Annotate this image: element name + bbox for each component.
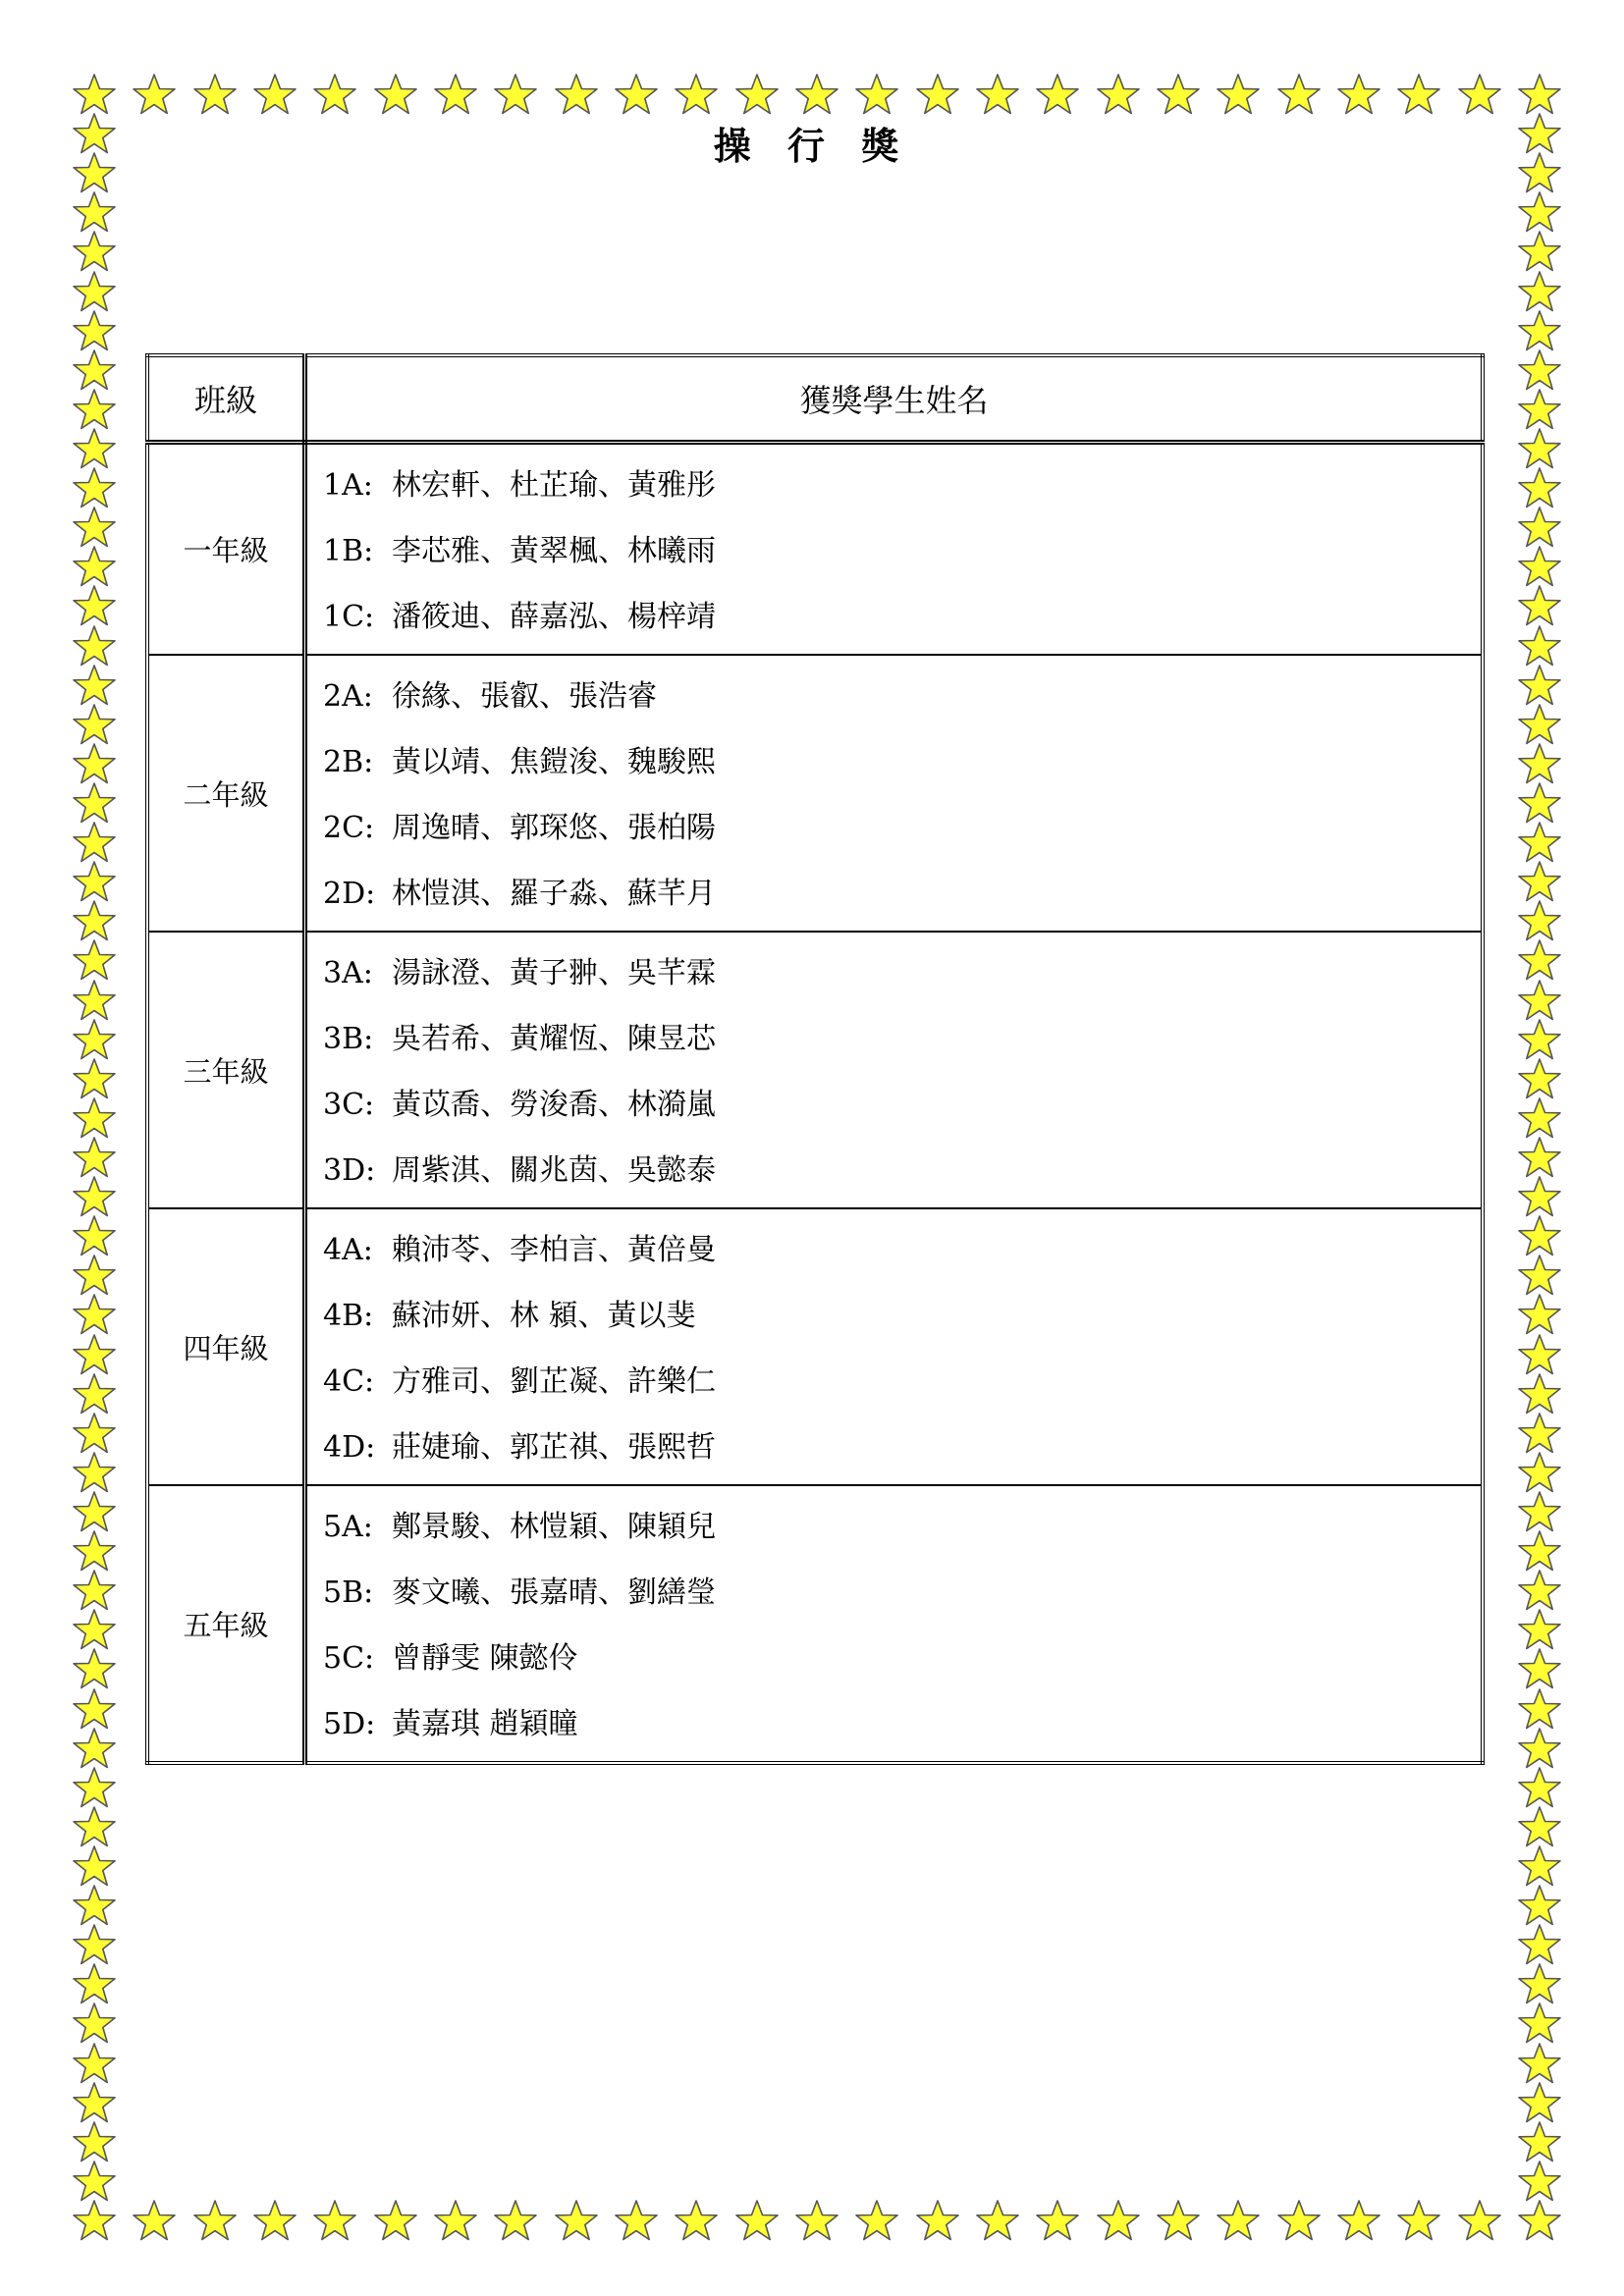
star-icon bbox=[72, 624, 117, 667]
star-icon bbox=[1396, 2199, 1441, 2242]
star-icon bbox=[72, 742, 117, 785]
star-icon bbox=[72, 1962, 117, 2005]
star-icon bbox=[1517, 1687, 1562, 1731]
star-icon bbox=[1517, 466, 1562, 509]
grade-cell: 三年級 bbox=[147, 932, 305, 1208]
star-icon bbox=[1096, 2199, 1141, 2242]
star-icon bbox=[1517, 2042, 1562, 2085]
star-icon bbox=[1035, 2199, 1080, 2242]
star-icon bbox=[72, 1923, 117, 1966]
student-names: 方雅司、劉芷凝、許樂仁 bbox=[392, 1364, 716, 1399]
star-icon bbox=[72, 1727, 117, 1770]
star-icon bbox=[1216, 2199, 1261, 2242]
class-line bbox=[307, 1691, 1481, 1757]
star-icon bbox=[72, 1136, 117, 1179]
class-code: 3A: bbox=[323, 956, 373, 990]
grade-cell: 五年級 bbox=[147, 1485, 305, 1763]
star-icon bbox=[132, 73, 177, 116]
class-line bbox=[307, 861, 1481, 927]
star-icon bbox=[72, 781, 117, 825]
star-icon bbox=[554, 73, 599, 116]
star-icon bbox=[72, 348, 117, 392]
star-icon bbox=[614, 73, 659, 116]
star-icon bbox=[1517, 1412, 1562, 1455]
class-line bbox=[307, 1138, 1481, 1203]
star-icon bbox=[72, 979, 117, 1022]
class-line bbox=[307, 1072, 1481, 1138]
star-icon bbox=[72, 1096, 117, 1140]
star-icon bbox=[493, 2199, 538, 2242]
star-icon bbox=[1517, 1057, 1562, 1100]
star-icon bbox=[72, 1057, 117, 1100]
class-line bbox=[307, 1626, 1481, 1691]
class-code: 4A: bbox=[323, 1233, 373, 1267]
document-title: 操 行 獎 bbox=[713, 124, 911, 168]
student-names: 林愷淇、羅子淼、蘇芊月 bbox=[392, 877, 716, 911]
award-table bbox=[145, 353, 1485, 1765]
star-icon bbox=[1517, 73, 1562, 116]
student-names: 周紫淇、關兆茵、吳懿泰 bbox=[392, 1153, 716, 1188]
class-code: 1A: bbox=[323, 468, 373, 503]
table-row bbox=[147, 655, 1483, 932]
student-names: 潘筱迪、薛嘉泓、楊梓靖 bbox=[392, 600, 716, 634]
class-code: 3D: bbox=[323, 1153, 376, 1188]
star-icon bbox=[1336, 2199, 1381, 2242]
star-icon bbox=[72, 1608, 117, 1651]
star-icon bbox=[72, 270, 117, 313]
class-code: 2D: bbox=[323, 877, 376, 911]
star-icon bbox=[72, 2120, 117, 2163]
star-icon bbox=[72, 1412, 117, 1455]
star-icon bbox=[72, 938, 117, 982]
star-icon bbox=[915, 73, 960, 116]
student-names: 蘇沛妍、林 潁、黃以斐 bbox=[392, 1299, 696, 1333]
class-code: 2B: bbox=[323, 745, 374, 779]
star-icon bbox=[1216, 73, 1261, 116]
star-icon bbox=[1517, 899, 1562, 942]
star-icon bbox=[1517, 664, 1562, 707]
star-icon bbox=[72, 1687, 117, 1731]
class-line bbox=[307, 1415, 1481, 1480]
star-icon bbox=[72, 703, 117, 746]
star-icon bbox=[132, 2199, 177, 2242]
star-icon bbox=[1517, 388, 1562, 431]
student-names: 莊婕瑜、郭芷祺、張熙哲 bbox=[392, 1430, 716, 1465]
student-names: 賴沛苓、李柏言、黃倍曼 bbox=[392, 1233, 716, 1267]
names-cell bbox=[305, 932, 1484, 1208]
star-icon bbox=[1517, 2081, 1562, 2124]
class-line bbox=[307, 729, 1481, 795]
star-icon bbox=[72, 1254, 117, 1297]
star-icon bbox=[854, 2199, 899, 2242]
star-icon bbox=[1517, 2002, 1562, 2045]
student-names: 林宏軒、杜芷瑜、黃雅彤 bbox=[392, 468, 716, 503]
star-icon bbox=[72, 1766, 117, 1809]
star-icon bbox=[794, 2199, 839, 2242]
class-code: 4D: bbox=[323, 1430, 376, 1465]
star-icon bbox=[72, 1569, 117, 1612]
star-icon bbox=[1517, 584, 1562, 627]
star-icon bbox=[312, 73, 357, 116]
student-names: 周逸晴、郭琛悠、張柏陽 bbox=[392, 811, 716, 845]
star-icon bbox=[72, 73, 117, 116]
star-icon bbox=[72, 2042, 117, 2085]
star-icon bbox=[1517, 1569, 1562, 1612]
class-line bbox=[307, 1283, 1481, 1349]
star-icon bbox=[1276, 2199, 1322, 2242]
star-icon bbox=[1035, 73, 1080, 116]
star-icon bbox=[493, 73, 538, 116]
table-body bbox=[147, 443, 1483, 1764]
star-icon bbox=[794, 73, 839, 116]
student-names: 麥文曦、張嘉晴、劉繕瑩 bbox=[392, 1575, 716, 1610]
star-icon bbox=[614, 2199, 659, 2242]
star-icon bbox=[72, 2160, 117, 2203]
star-icon bbox=[1517, 1018, 1562, 1061]
star-icon bbox=[1517, 703, 1562, 746]
star-icon bbox=[854, 73, 899, 116]
star-icon bbox=[72, 1333, 117, 1376]
student-names: 吳若希、黃耀恆、陳昱芯 bbox=[392, 1022, 716, 1056]
star-icon bbox=[554, 2199, 599, 2242]
star-icon bbox=[72, 899, 117, 942]
class-code: 4C: bbox=[323, 1364, 375, 1399]
table-header-row bbox=[147, 355, 1483, 443]
star-icon bbox=[373, 2199, 418, 2242]
star-icon bbox=[72, 466, 117, 509]
star-icon bbox=[72, 1529, 117, 1573]
star-icon bbox=[1517, 1490, 1562, 1533]
class-code: 4B: bbox=[323, 1299, 374, 1333]
class-code: 5C: bbox=[323, 1641, 375, 1676]
star-icon bbox=[1156, 2199, 1201, 2242]
star-icon bbox=[734, 2199, 780, 2242]
star-icon bbox=[1517, 742, 1562, 785]
class-line bbox=[307, 584, 1481, 650]
star-icon bbox=[72, 545, 117, 588]
names-cell bbox=[305, 655, 1484, 932]
star-icon bbox=[1517, 1293, 1562, 1336]
star-icon bbox=[1517, 1372, 1562, 1415]
star-icon bbox=[72, 1372, 117, 1415]
star-icon bbox=[1517, 190, 1562, 234]
class-line bbox=[307, 664, 1481, 729]
star-icon bbox=[915, 2199, 960, 2242]
class-code: 2C: bbox=[323, 811, 375, 845]
star-icon bbox=[1517, 1175, 1562, 1218]
star-icon bbox=[1156, 73, 1201, 116]
star-icon bbox=[72, 1647, 117, 1690]
class-code: 1C: bbox=[323, 600, 375, 634]
class-line bbox=[307, 1349, 1481, 1415]
grade-cell: 一年級 bbox=[147, 443, 305, 656]
star-icon bbox=[72, 1884, 117, 1927]
star-icon bbox=[433, 2199, 478, 2242]
star-icon bbox=[72, 427, 117, 470]
star-icon bbox=[1517, 545, 1562, 588]
table-row bbox=[147, 1208, 1483, 1485]
star-icon bbox=[1517, 230, 1562, 273]
star-icon bbox=[252, 2199, 298, 2242]
star-icon bbox=[1517, 427, 1562, 470]
star-icon bbox=[1517, 2199, 1562, 2242]
star-icon bbox=[72, 1451, 117, 1494]
star-icon bbox=[1517, 309, 1562, 352]
header-student-names: 獲獎學生姓名 bbox=[305, 355, 1484, 443]
student-names: 李芯雅、黃翠楓、林曦雨 bbox=[392, 534, 716, 568]
star-icon bbox=[72, 1214, 117, 1257]
star-icon bbox=[72, 2081, 117, 2124]
star-icon bbox=[1517, 624, 1562, 667]
star-icon bbox=[1276, 73, 1322, 116]
star-icon bbox=[1517, 860, 1562, 903]
star-icon bbox=[72, 1293, 117, 1336]
class-code: 2A: bbox=[323, 679, 373, 714]
star-icon bbox=[433, 73, 478, 116]
star-icon bbox=[1517, 1884, 1562, 1927]
student-names: 黃嘉琪 趙穎瞳 bbox=[392, 1707, 578, 1741]
star-icon bbox=[1457, 73, 1502, 116]
star-icon bbox=[1517, 1333, 1562, 1376]
table-row bbox=[147, 932, 1483, 1208]
star-icon bbox=[1517, 1529, 1562, 1573]
star-icon bbox=[72, 506, 117, 549]
star-icon bbox=[1517, 1136, 1562, 1179]
class-code: 1B: bbox=[323, 534, 374, 568]
star-icon bbox=[1517, 821, 1562, 864]
star-icon bbox=[1096, 73, 1141, 116]
star-icon bbox=[72, 1175, 117, 1218]
star-icon bbox=[1517, 1647, 1562, 1690]
star-icon bbox=[1517, 1766, 1562, 1809]
star-icon bbox=[72, 860, 117, 903]
star-icon bbox=[72, 2002, 117, 2045]
star-icon bbox=[1517, 781, 1562, 825]
header-class: 班級 bbox=[147, 355, 305, 443]
star-icon bbox=[1517, 1214, 1562, 1257]
student-names: 曾靜雯 陳懿伶 bbox=[392, 1641, 578, 1676]
star-icon bbox=[674, 2199, 719, 2242]
star-icon bbox=[72, 1018, 117, 1061]
grade-cell: 二年級 bbox=[147, 655, 305, 932]
student-names: 鄭景駿、林愷穎、陳穎兒 bbox=[392, 1510, 716, 1544]
star-icon bbox=[1517, 1451, 1562, 1494]
star-icon bbox=[1517, 2160, 1562, 2203]
star-icon bbox=[1517, 1096, 1562, 1140]
star-icon bbox=[72, 821, 117, 864]
student-names: 黃以靖、焦鎧浚、魏駿熙 bbox=[392, 745, 716, 779]
star-icon bbox=[72, 190, 117, 234]
grade-cell: 四年級 bbox=[147, 1208, 305, 1485]
student-names: 徐緣、張叡、張浩睿 bbox=[392, 679, 657, 714]
names-cell bbox=[305, 443, 1484, 656]
star-icon bbox=[1517, 506, 1562, 549]
star-icon bbox=[1517, 2120, 1562, 2163]
star-icon bbox=[72, 230, 117, 273]
student-names: 湯詠澄、黃子翀、吳芊霖 bbox=[392, 956, 716, 990]
star-icon bbox=[1517, 1608, 1562, 1651]
star-icon bbox=[312, 2199, 357, 2242]
class-code: 5A: bbox=[323, 1510, 373, 1544]
star-icon bbox=[1457, 2199, 1502, 2242]
table-row bbox=[147, 443, 1483, 656]
star-icon bbox=[1517, 1727, 1562, 1770]
star-icon bbox=[1517, 938, 1562, 982]
star-icon bbox=[1517, 270, 1562, 313]
star-icon bbox=[72, 2199, 117, 2242]
student-names: 黃苡喬、勞浚喬、林漪嵐 bbox=[392, 1088, 716, 1122]
star-icon bbox=[975, 2199, 1020, 2242]
star-icon bbox=[192, 2199, 238, 2242]
star-icon bbox=[1396, 73, 1441, 116]
class-code: 5B: bbox=[323, 1575, 374, 1610]
star-icon bbox=[1517, 979, 1562, 1022]
star-icon bbox=[72, 388, 117, 431]
star-icon bbox=[72, 584, 117, 627]
class-line bbox=[307, 518, 1481, 584]
star-icon bbox=[734, 73, 780, 116]
class-line bbox=[307, 795, 1481, 861]
star-icon bbox=[192, 73, 238, 116]
class-line bbox=[307, 940, 1481, 1006]
class-line bbox=[307, 1494, 1481, 1560]
star-icon bbox=[1517, 348, 1562, 392]
star-icon bbox=[975, 73, 1020, 116]
star-icon bbox=[72, 664, 117, 707]
star-icon bbox=[72, 1805, 117, 1848]
star-icon bbox=[674, 73, 719, 116]
table-row bbox=[147, 1485, 1483, 1763]
star-icon bbox=[72, 1844, 117, 1888]
star-icon bbox=[1517, 1254, 1562, 1297]
star-icon bbox=[1517, 1844, 1562, 1888]
star-icon bbox=[1517, 1923, 1562, 1966]
star-icon bbox=[1336, 73, 1381, 116]
class-line bbox=[307, 1217, 1481, 1283]
star-icon bbox=[1517, 1805, 1562, 1848]
class-code: 5D: bbox=[323, 1707, 376, 1741]
class-code: 3C: bbox=[323, 1088, 375, 1122]
class-line bbox=[307, 1006, 1481, 1072]
class-line bbox=[307, 453, 1481, 518]
names-cell bbox=[305, 1485, 1484, 1763]
star-icon bbox=[373, 73, 418, 116]
star-icon bbox=[1517, 1962, 1562, 2005]
star-icon bbox=[72, 1490, 117, 1533]
star-icon bbox=[72, 309, 117, 352]
names-cell bbox=[305, 1208, 1484, 1485]
class-code: 3B: bbox=[323, 1022, 374, 1056]
class-line bbox=[307, 1560, 1481, 1626]
star-icon bbox=[252, 73, 298, 116]
